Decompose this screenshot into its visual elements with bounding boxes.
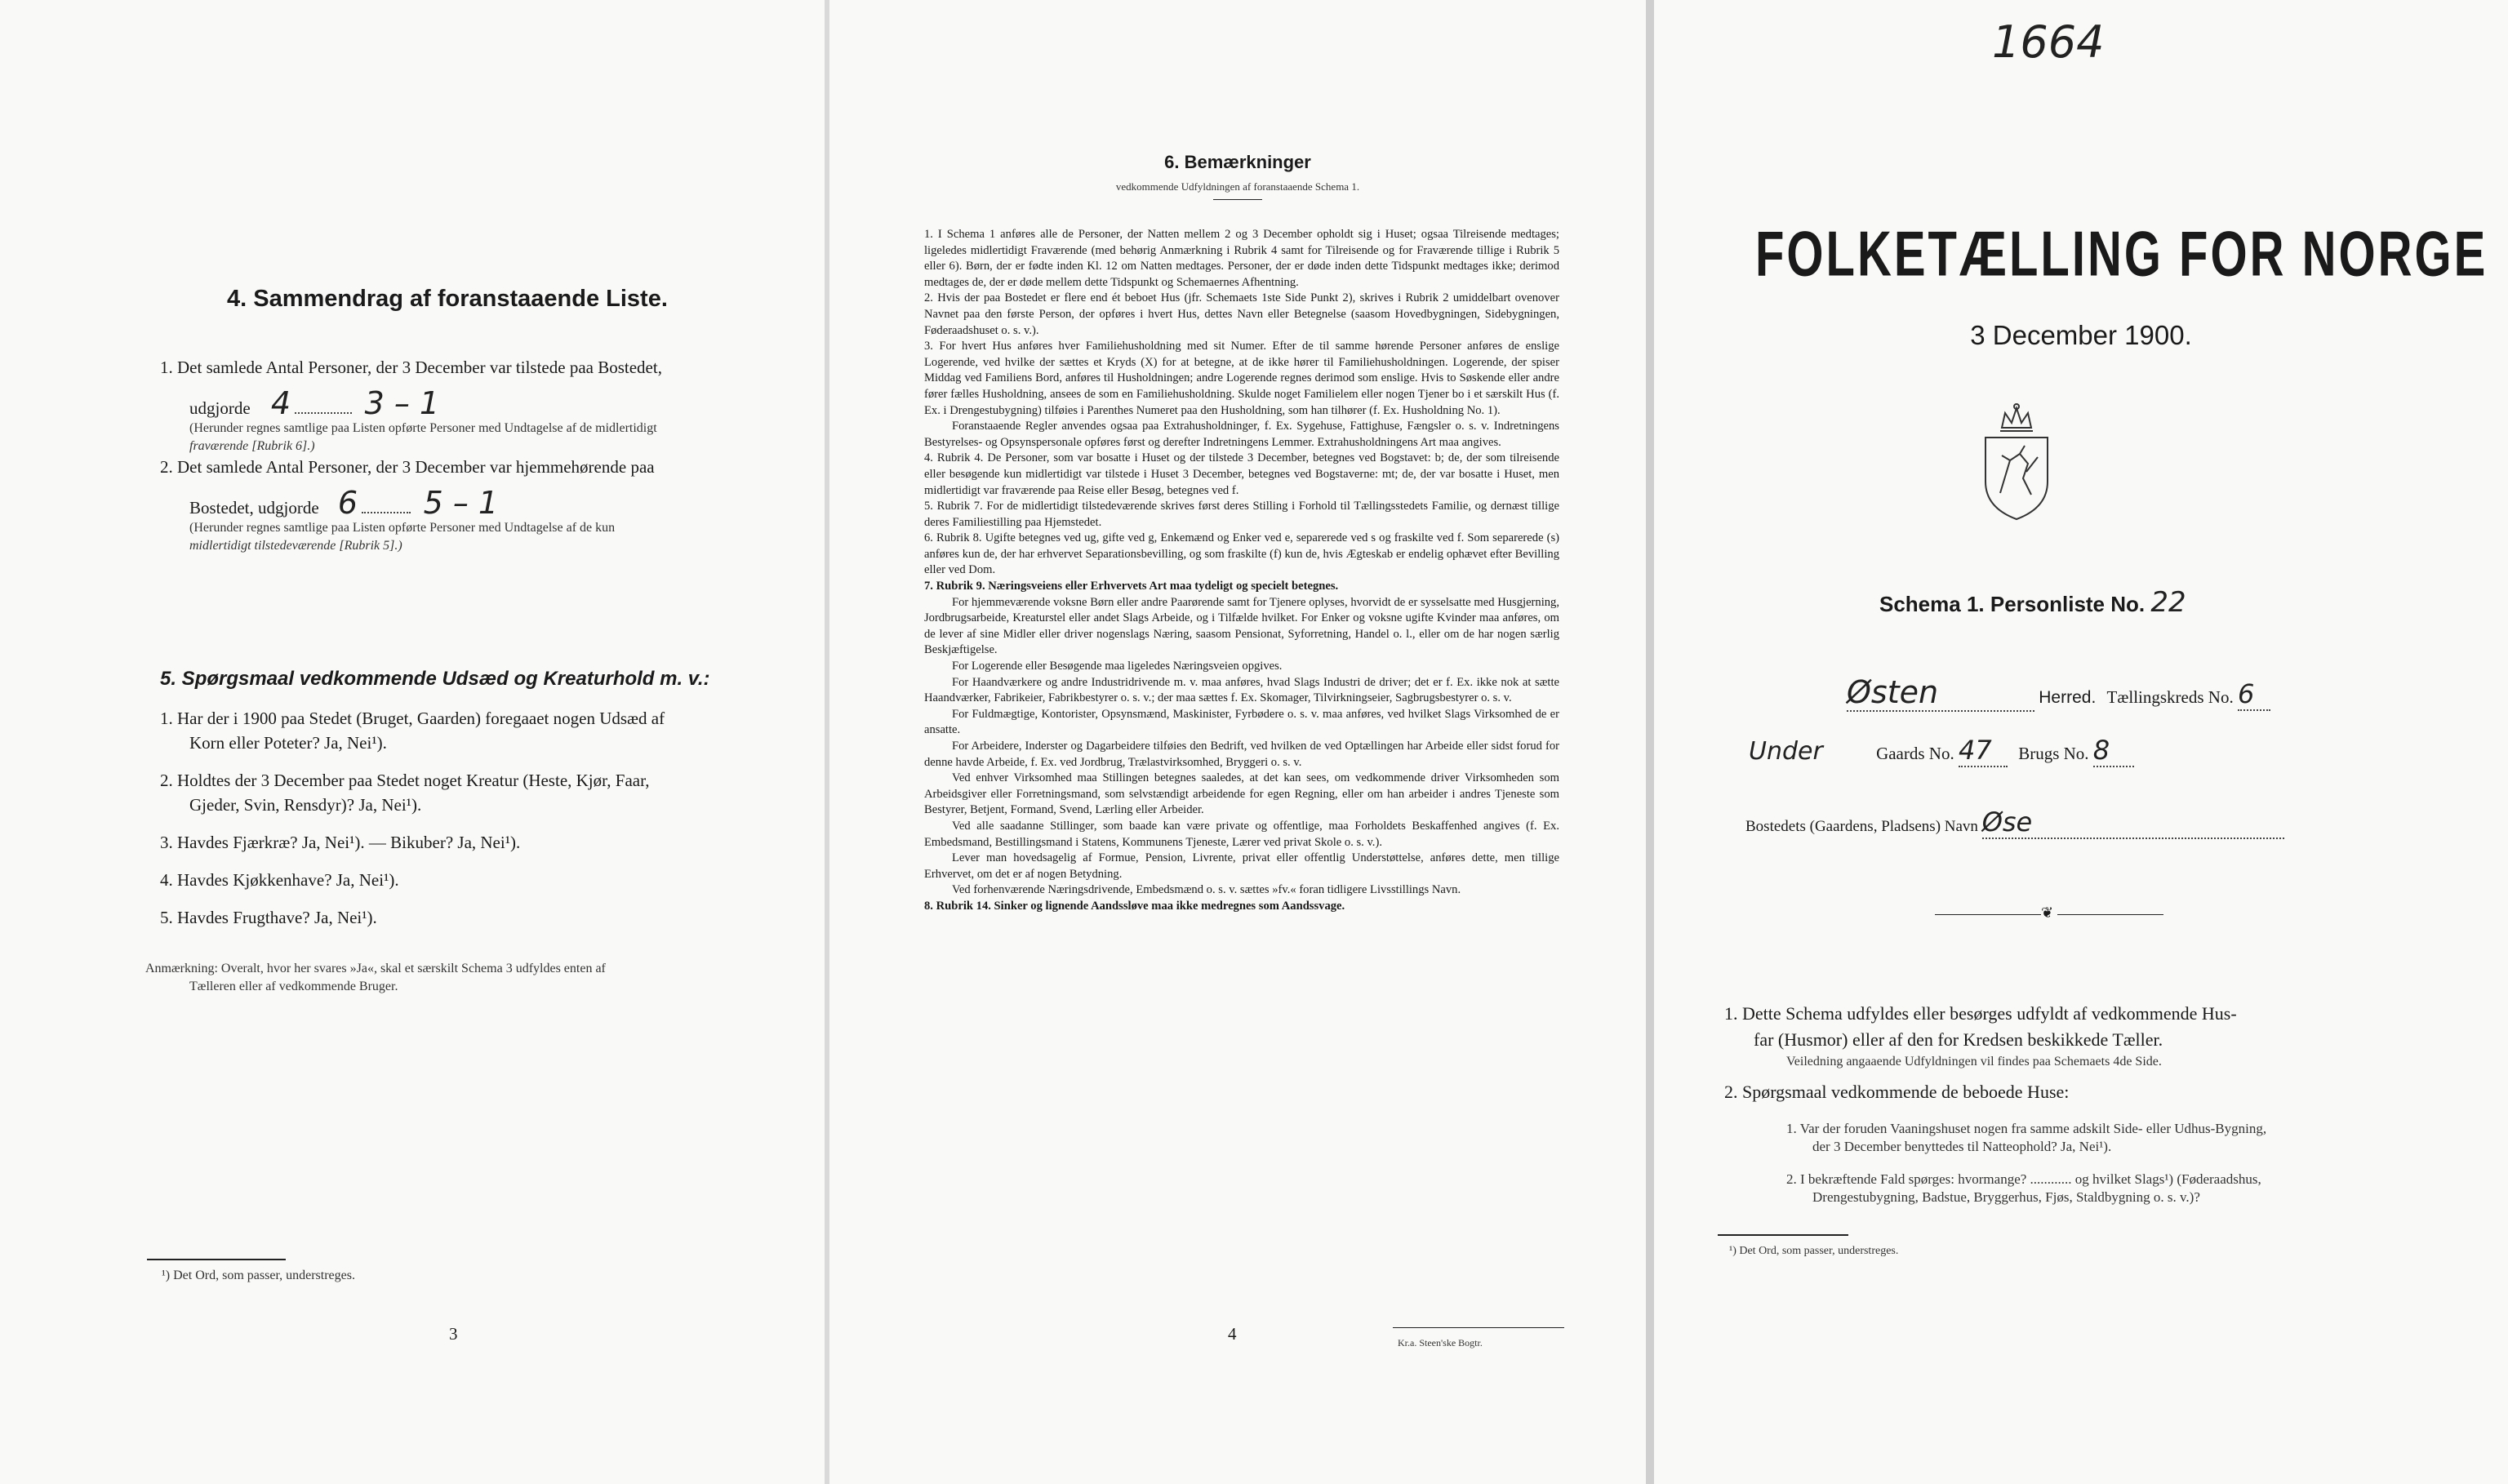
remark-paragraph: For Haandværkere og andre Industridrivende m. v. maa anføres, hvad Slags Industri de driver; det er f. Ex. ikke nok at sætte Haandværker, Fabrikeier, Fabrikbestyrer o. s. v.; der maa sættes f. Ex. Skomager, Tilvirkningseier, Sagbrugsbestyrer o. s. v. (924, 675, 1559, 705)
document-title: FOLKETÆLLING FOR NORGE (1755, 218, 2488, 291)
under-value: Under (1749, 737, 1823, 766)
remark-paragraph: For Arbeidere, Inderster og Dagarbeidere tilføies den Bedrift, ved hvilken de ved Optællingen har Arbeide eller sidst forud for denne havde Arbeide, f. Ex. ved Jordbrug, Trælastvirksomhed, Bryggeri o. s. v. (924, 740, 1559, 769)
remark-paragraph: Ved alle saadanne Stillinger, som baade kan være private og offentlige, maa Forholdets Beskaffenhed angives (f. Ex. Embedsmand, Bestillingsmand i Statens, Kommunens Tjeneste, Lærer ved privat Skole o. s. v.). (924, 819, 1559, 849)
q1-line2: Korn eller Poteter? Ja, Nei¹). (189, 733, 387, 753)
remark-paragraph: Ved forhenværende Næringsdrivende, Embedsmænd o. s. v. sættes »fv.« foran tidligere Livsstillings Navn. (952, 883, 1461, 897)
remarks-body (924, 227, 1559, 915)
remark-line2: Tælleren eller af vedkommende Bruger. (189, 980, 398, 993)
item2-note2: midlertidigt tilstedeværende [Rubrik 5].) (189, 539, 402, 553)
instructions (1724, 1001, 2459, 1206)
item2-printed-value: 6 (337, 485, 358, 521)
gaards-line (1749, 735, 2402, 767)
item2-handwritten-value: 5 – 1 (423, 485, 499, 521)
item2-line1: 2. Det samlede Antal Personer, der 3 December var hjemmehørende paa (160, 457, 655, 477)
item2-line2 (189, 485, 499, 521)
left-page (0, 0, 829, 1484)
schema-number: 22 (2150, 586, 2186, 619)
remark-paragraph: 6. Rubrik 8. Ugifte betegnes ved ug, gifte ved g, Enkemænd og Enker ved e, separerede ved s og fraskilte ved f. Som separerede (s) anføres kun de, der har erhvervet Separationsbevilling, og som fraskilte (f) kun de, hvis Ægteskab er endelig ophævet efter Bevilling eller ved Dom. (924, 531, 1559, 577)
instruction-2-q1-line2: der 3 December benyttedes til Natteophold? Ja, Nei¹). (1812, 1139, 2112, 1154)
remark-paragraph: Ved enhver Virksomhed maa Stillingen betegnes saaledes, at det kan sees, om vedkommende driver Virksomheden som Arbeidsgiver eller Forretningsmand, som selvstændigt arbeidende for egen Regning, eller om han arbeider i andres Tjeneste som Bestyrer, Betjent, Formand, Svend, Lærling eller Arbeider. (924, 771, 1559, 817)
herred-line (1847, 674, 2337, 712)
q4: 4. Havdes Kjøkkenhave? Ja, Nei¹). (160, 870, 399, 890)
remark-paragraph: 1. I Schema 1 anføres alle de Personer, der Natten mellem 2 og 3 December opholdt sig i Huset; ogsaa Tilreisende medtages; ligeledes midlertidigt Fraværende (med behørig Anmærkning i Rubrik 4 samt for Tilreisende og for Fraværende tillige i Rubrik 5 eller 6). Børn, der er fødte inden Kl. 12 om Natten medtages. Personer, der er døde inden dette Tidspunkt medtages ikke; derimod medtages de, der er døde mellem dette Tidspunkt og Schemaernes Afhentning. (924, 228, 1559, 289)
instruction-1-note: Veiledning angaaende Udfyldningen vil findes paa Schemaets 4de Side. (1786, 1055, 2162, 1069)
schema-line (1879, 586, 2186, 619)
item2-label: Bostedet, udgjorde (189, 498, 319, 518)
remark-paragraph: 3. For hvert Hus anføres hver Familiehusholdning med sit Numer. Efter de til samme hørende Personer anføres de enslige Logerende, ved hvilke der sættes et Kryds (X) for at betegne, at de ikke hører til Familiehusholdningen. Logerende, der spiser Middag ved Familiens Bord, anføres til Husholdningen; andre Logerende regnes derimod som enslige. Hvis to Søskende eller andre fører fælles Husholdning, ansees de som en Familiehusholdning. Skulde noget Familielem eller nogen Tjener bo i et særskilt Hus (f. Ex. i Drengestubygning) tilføies i Parenthes Numeret paa den Husholdning, som han tilhører (f. Ex. Husholdning No. 1). (924, 340, 1559, 417)
remark-line1: Anmærkning: Overalt, hvor her svares »Ja«, skal et særskilt Schema 3 udfyldes enten af (145, 962, 606, 975)
item1-handwritten-value: 3 – 1 (364, 385, 440, 421)
brugs-label: Brugs No. (2018, 744, 2089, 763)
gaards-label: Gaards No. (1876, 744, 1954, 763)
instruction-2-q2-line1: 2. I bekræftende Fald spørges: hvormange? ............ og hvilket Slags¹) (Føderaadshus, (1786, 1171, 2261, 1187)
document-date: 3 December 1900. (1970, 320, 2192, 350)
bosted-line (1745, 806, 2431, 839)
left-page-number: 3 (449, 1324, 458, 1344)
left-footnote: ¹) Det Ord, som passer, understreges. (162, 1269, 355, 1282)
item2-note1: (Herunder regnes samtlige paa Listen opførte Personer med Undtagelse af de kun (189, 521, 616, 535)
kreds-value: 6 (2238, 678, 2270, 711)
section4-title: 4. Sammendrag af foranstaaende Liste. (227, 286, 668, 312)
remark-paragraph: Foranstaaende Regler anvendes ogsaa paa Extrahusholdninger, f. Ex. Sygehuse, Fattighuse, Fængsler o. s. v. Indretningens Bestyrelses- og Opsynspersonale opføres først og derefter Indretningens Lemmer. Extrahusholdningens Art maa angives. (924, 420, 1559, 449)
right-page (1654, 0, 2508, 1484)
q5: 5. Havdes Frugthave? Ja, Nei¹). (160, 908, 377, 927)
remark-paragraph: 5. Rubrik 7. For de midlertidigt tilstedeværende skrives først deres Stilling i Forhold til Tællingsstedets Familie, og dernæst tillige deres Familiestilling paa Hjemstedet. (924, 500, 1559, 529)
remarks-title: 6. Bemærkninger (1164, 152, 1311, 172)
remark-paragraph: Lever man hovedsagelig af Formue, Pension, Livrente, privat eller offentlig Understøttelse, anføres dette, men tillige Erhvervet, om det er af nogen Betydning. (924, 851, 1559, 881)
q3: 3. Havdes Fjærkræ? Ja, Nei¹). — Bikuber? Ja, Nei¹). (160, 833, 521, 852)
instruction-2: 2. Spørgsmaal vedkommende de beboede Huse: (1724, 1082, 2070, 1102)
printer-mark: Kr.a. Steen'ske Bogtr. (1398, 1337, 1483, 1348)
item1-label: udgjorde (189, 398, 251, 418)
remark-paragraph: For hjemmeværende voksne Børn eller andre Paarørende samt for Tjenere oplyses, hvorvidt de er sysselsatte med Husgjerning, Jordbrugsarbeide, Kreaturstel eller andet Slags Arbeide, og i Tilfælde hvilket. For Enker og voksne ugifte Kvinder maa anføres, om de lever af sine Midler eller driver nogenslags Næring, saasom Pensionat, Syforretning, Handel o. l., eller om de har nogen særlig Beskjæftigelse. (924, 595, 1559, 657)
instruction-1-line1: 1. Dette Schema udfyldes eller besørges udfyldt af vedkommende Hus- (1724, 1003, 2237, 1024)
archive-number: 1664 (1992, 16, 2105, 68)
item1-line2 (189, 385, 440, 421)
instruction-2-q2-line2: Drengestubygning, Badstue, Bryggerhus, Fjøs, Staldbygning o. s. v.)? (1812, 1189, 2200, 1205)
remarks-subtitle: vedkommende Udfyldningen af foranstaaende Schema 1. (1115, 180, 1360, 193)
brugs-value: 8 (2093, 735, 2134, 767)
bosted-value: Øse (1982, 806, 2284, 839)
bosted-label: Bostedets (Gaardens, Pladsens) Navn (1745, 818, 1978, 835)
right-footnote: ¹) Det Ord, som passer, understreges. (1729, 1245, 1899, 1257)
ornament: ❦ (2041, 904, 2054, 921)
q1-line1: 1. Har der i 1900 paa Stedet (Bruget, Gaarden) foregaaet nogen Udsæd af (160, 709, 665, 728)
section5-title: 5. Spørgsmaal vedkommende Udsæd og Kreaturhold m. v.: (160, 668, 710, 690)
kreds-label: Tællingskreds No. (2106, 687, 2234, 707)
gaards-value: 47 (1959, 735, 2008, 767)
item1-note1: (Herunder regnes samtlige paa Listen opførte Personer med Undtagelse af de midlertidigt (189, 421, 657, 435)
middle-page (829, 0, 1654, 1484)
remark-paragraph: For Fuldmægtige, Kontorister, Opsynsmænd, Maskinister, Fyrbødere o. s. v. maa anføres, ved hvilket Slags Virksomhed de er ansatte. (924, 707, 1559, 737)
remark-paragraph: 4. Rubrik 4. De Personer, som var bosatte i Huset og der tilstede 3 December, betegnes ved Bogstavet: b; de, der som tilreisende eller besøgende kun midlertidigt var tilstede i Huset 3 December, betegnes ved Bogstaverne: mt; de, der var bosatte i Huset, men midlertidigt var fraværende paa Reise eller Besøg, betegnes ved f. (924, 451, 1559, 497)
remark-paragraph: For Logerende eller Besøgende maa ligeledes Næringsveien opgives. (952, 660, 1283, 673)
item1-note2: fraværende [Rubrik 6].) (189, 439, 315, 453)
instruction-1-line2: far (Husmor) eller af den for Kredsen beskikkede Tæller. (1754, 1029, 2163, 1050)
remark-paragraph: 7. Rubrik 9. Næringsveiens eller Erhvervets Art maa tydeligt og specielt betegnes. (924, 580, 1339, 593)
q2-line1: 2. Holdtes der 3 December paa Stedet noget Kreatur (Heste, Kjør, Faar, (160, 771, 650, 790)
coat-of-arms-icon (1977, 403, 2056, 522)
remark-paragraph: 2. Hvis der paa Bostedet er flere end ét beboet Hus (jfr. Schemaets 1ste Side Punkt 2), skrives i Rubrik 2 umiddelbart ovenover Navnet paa den første Person, der opføres i hvert Hus, dettes Navn eller Betegnelse (saasom Hovedbygningen, Sidebygningen, Føderaadshuset o. s. v.). (924, 291, 1559, 337)
instruction-2-q1-line1: 1. Var der foruden Vaaningshuset nogen fra samme adskilt Side- eller Udhus-Bygning, (1786, 1121, 2267, 1136)
item1-line1: 1. Det samlede Antal Personer, der 3 December var tilstede paa Bostedet, (160, 358, 662, 377)
herred-value: Østen (1847, 674, 2034, 712)
remark-paragraph: 8. Rubrik 14. Sinker og lignende Aandssløve maa ikke medregnes som Aandssvage. (924, 899, 1345, 913)
q2-line2: Gjeder, Svin, Rensdyr)? Ja, Nei¹). (189, 795, 422, 815)
middle-page-number: 4 (1228, 1324, 1237, 1344)
herred-label: Herred. (2039, 688, 2097, 707)
item1-printed-value: 4 (270, 385, 291, 421)
schema-label: Schema 1. Personliste No. (1879, 592, 2146, 616)
